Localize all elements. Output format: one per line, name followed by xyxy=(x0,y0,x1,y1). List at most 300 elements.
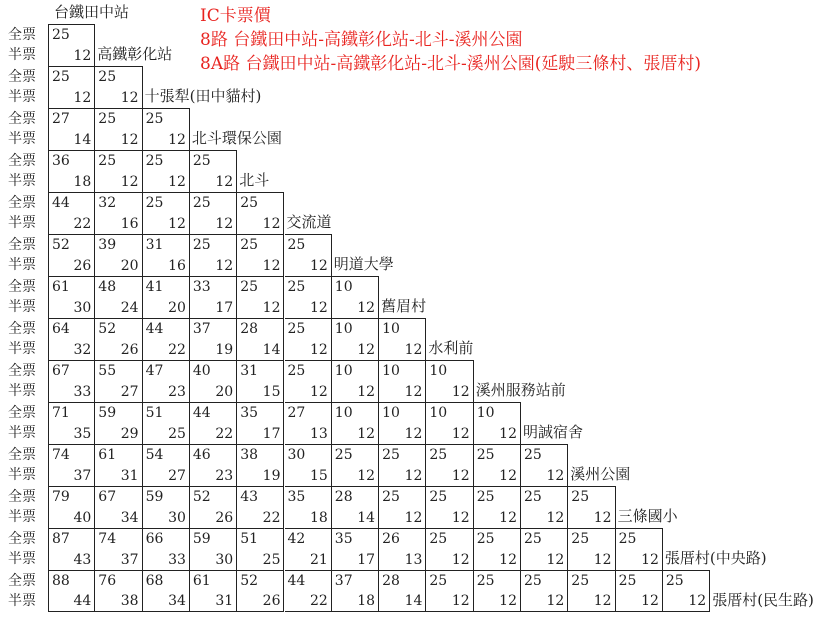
full-fare-value: 25 xyxy=(665,573,684,589)
half-fare-value: 12 xyxy=(593,552,612,568)
half-fare-label: 半票 xyxy=(8,425,36,441)
full-fare-value: 61 xyxy=(52,279,70,295)
fare-cell xyxy=(95,108,142,150)
fare-cell xyxy=(285,360,332,402)
half-fare-value: 13 xyxy=(404,552,423,568)
half-fare-value: 34 xyxy=(120,510,139,526)
half-fare-value: 14 xyxy=(404,593,423,609)
fare-cell xyxy=(237,192,284,234)
full-fare-value: 25 xyxy=(287,237,306,253)
full-fare-value: 39 xyxy=(98,237,117,253)
half-fare-value: 37 xyxy=(73,468,92,484)
half-fare-value: 12 xyxy=(262,258,281,274)
fare-cell xyxy=(285,318,332,360)
half-fare-value: 12 xyxy=(451,552,470,568)
full-fare-label: 全票 xyxy=(8,405,36,421)
full-fare-label: 全票 xyxy=(8,195,36,211)
fare-cell xyxy=(190,486,237,528)
fare-cell xyxy=(190,234,237,276)
fare-cell xyxy=(95,150,142,192)
full-fare-value: 48 xyxy=(98,279,117,295)
fare-cell xyxy=(332,528,379,570)
fare-cell xyxy=(190,528,237,570)
full-fare-value: 10 xyxy=(476,405,495,421)
fare-cell xyxy=(568,486,615,528)
fare-cell xyxy=(474,444,521,486)
fare-cell xyxy=(426,360,473,402)
half-fare-value: 38 xyxy=(120,593,139,609)
fare-cell xyxy=(237,234,284,276)
half-fare-label: 半票 xyxy=(8,299,36,315)
half-fare-value: 12 xyxy=(404,342,423,358)
fare-cell xyxy=(48,528,95,570)
fare-cell xyxy=(190,570,237,612)
half-fare-value: 12 xyxy=(309,258,328,274)
fare-cell xyxy=(426,570,473,612)
full-fare-value: 25 xyxy=(524,573,542,589)
full-fare-value: 25 xyxy=(524,531,542,547)
half-fare-value: 12 xyxy=(262,300,281,316)
station-label: 三條國小 xyxy=(617,507,678,525)
full-fare-value: 25 xyxy=(571,573,590,589)
fare-cell xyxy=(190,360,237,402)
fare-cell xyxy=(474,402,521,444)
full-fare-value: 35 xyxy=(334,531,353,547)
half-fare-value: 20 xyxy=(120,258,139,274)
half-fare-value: 12 xyxy=(451,384,470,400)
fare-cell xyxy=(285,402,332,444)
half-fare-value: 24 xyxy=(120,300,139,316)
half-fare-value: 37 xyxy=(120,552,139,568)
full-fare-value: 68 xyxy=(145,573,164,589)
half-fare-value: 12 xyxy=(168,174,186,190)
fare-cell xyxy=(143,150,190,192)
full-fare-value: 31 xyxy=(145,237,164,253)
half-fare-label: 半票 xyxy=(8,593,36,609)
half-fare-value: 12 xyxy=(641,552,659,568)
station-label: 溪州公園 xyxy=(570,465,631,483)
fare-cell xyxy=(379,486,426,528)
half-fare-value: 27 xyxy=(120,384,139,400)
full-fare-value: 88 xyxy=(52,573,70,589)
fare-cell xyxy=(285,234,332,276)
full-fare-value: 37 xyxy=(334,573,353,589)
half-fare-label: 半票 xyxy=(8,509,36,525)
full-fare-value: 25 xyxy=(382,489,400,505)
full-fare-value: 76 xyxy=(98,573,117,589)
station-label: 北斗 xyxy=(239,171,270,189)
station-label: 舊眉村 xyxy=(381,297,427,315)
full-fare-value: 52 xyxy=(240,573,259,589)
fare-cell xyxy=(379,402,426,444)
half-fare-value: 12 xyxy=(73,90,92,106)
fare-cell xyxy=(190,276,237,318)
full-fare-value: 25 xyxy=(476,489,495,505)
half-fare-value: 16 xyxy=(168,258,186,274)
fare-cell xyxy=(48,234,95,276)
half-fare-value: 15 xyxy=(309,468,328,484)
half-fare-value: 12 xyxy=(309,342,328,358)
half-fare-value: 19 xyxy=(262,468,281,484)
station-label: 交流道 xyxy=(286,213,332,231)
fare-cell xyxy=(143,234,190,276)
half-fare-value: 25 xyxy=(168,426,186,442)
station-label: 明誠宿舍 xyxy=(523,423,584,441)
title-route-8: 8路 台鐵田中站-高鐵彰化站-北斗-溪州公園 xyxy=(200,30,523,50)
full-fare-label: 全票 xyxy=(8,153,36,169)
fare-cell xyxy=(143,570,190,612)
half-fare-value: 26 xyxy=(215,510,234,526)
full-fare-value: 25 xyxy=(618,531,637,547)
fare-cell xyxy=(190,318,237,360)
fare-cell xyxy=(568,528,615,570)
full-fare-value: 25 xyxy=(98,153,117,169)
half-fare-value: 12 xyxy=(499,510,517,526)
fare-cell xyxy=(474,570,521,612)
half-fare-value: 32 xyxy=(73,342,92,358)
full-fare-value: 25 xyxy=(429,531,448,547)
full-fare-value: 71 xyxy=(52,405,70,421)
half-fare-label: 半票 xyxy=(8,215,36,231)
fare-cell xyxy=(237,444,284,486)
half-fare-value: 12 xyxy=(451,468,470,484)
full-fare-value: 25 xyxy=(429,489,448,505)
half-fare-label: 半票 xyxy=(8,383,36,399)
full-fare-value: 47 xyxy=(145,363,164,379)
full-fare-value: 25 xyxy=(240,195,259,211)
station-label: 明道大學 xyxy=(333,255,394,273)
full-fare-value: 25 xyxy=(192,153,211,169)
half-fare-value: 43 xyxy=(73,552,92,568)
full-fare-value: 25 xyxy=(192,195,211,211)
half-fare-value: 12 xyxy=(73,48,92,64)
full-fare-value: 35 xyxy=(240,405,259,421)
fare-cell xyxy=(143,402,190,444)
half-fare-label: 半票 xyxy=(8,551,36,567)
full-fare-value: 67 xyxy=(98,489,117,505)
half-fare-value: 22 xyxy=(168,342,186,358)
half-fare-value: 25 xyxy=(262,552,281,568)
title-ic-fare: IC卡票價 xyxy=(200,6,271,26)
fare-cell xyxy=(237,276,284,318)
station-label: 溪州服務站前 xyxy=(475,381,566,399)
fare-cell xyxy=(48,486,95,528)
full-fare-value: 25 xyxy=(145,195,164,211)
fare-cell xyxy=(237,402,284,444)
fare-cell xyxy=(568,570,615,612)
half-fare-value: 12 xyxy=(404,384,423,400)
fare-cell xyxy=(379,528,426,570)
half-fare-value: 13 xyxy=(309,426,328,442)
fare-cell xyxy=(95,192,142,234)
full-fare-value: 42 xyxy=(287,531,306,547)
fare-cell xyxy=(332,402,379,444)
fare-cell xyxy=(143,108,190,150)
full-fare-value: 25 xyxy=(476,573,495,589)
full-fare-value: 25 xyxy=(145,111,164,127)
full-fare-value: 28 xyxy=(240,321,259,337)
fare-cell xyxy=(379,318,426,360)
fare-cell xyxy=(426,528,473,570)
full-fare-value: 52 xyxy=(98,321,117,337)
full-fare-value: 87 xyxy=(52,531,70,547)
fare-cell xyxy=(616,528,663,570)
half-fare-value: 12 xyxy=(215,174,234,190)
full-fare-value: 41 xyxy=(145,279,164,295)
full-fare-value: 10 xyxy=(334,321,353,337)
full-fare-value: 55 xyxy=(98,363,117,379)
fare-cell xyxy=(285,276,332,318)
fare-cell xyxy=(474,528,521,570)
fare-cell xyxy=(190,150,237,192)
full-fare-value: 52 xyxy=(192,489,211,505)
half-fare-value: 12 xyxy=(168,216,186,232)
half-fare-value: 18 xyxy=(73,174,92,190)
station-label: 張厝村(民生路) xyxy=(712,591,814,609)
full-fare-label: 全票 xyxy=(8,489,36,505)
fare-cell xyxy=(285,570,332,612)
fare-cell xyxy=(48,402,95,444)
fare-cell xyxy=(143,444,190,486)
half-fare-value: 12 xyxy=(499,468,517,484)
full-fare-value: 25 xyxy=(571,531,590,547)
fare-cell xyxy=(237,486,284,528)
full-fare-value: 43 xyxy=(240,489,259,505)
fare-cell xyxy=(95,276,142,318)
half-fare-value: 30 xyxy=(168,510,186,526)
fare-cell xyxy=(48,318,95,360)
half-fare-value: 33 xyxy=(168,552,186,568)
full-fare-value: 31 xyxy=(240,363,259,379)
half-fare-value: 22 xyxy=(309,593,328,609)
fare-cell xyxy=(521,570,568,612)
fare-cell xyxy=(48,150,95,192)
half-fare-value: 16 xyxy=(120,216,139,232)
fare-cell xyxy=(48,108,95,150)
half-fare-label: 半票 xyxy=(8,467,36,483)
full-fare-value: 28 xyxy=(334,489,353,505)
full-fare-value: 61 xyxy=(98,447,117,463)
half-fare-value: 18 xyxy=(309,510,328,526)
full-fare-value: 10 xyxy=(382,321,400,337)
half-fare-value: 12 xyxy=(451,426,470,442)
full-fare-label: 全票 xyxy=(8,447,36,463)
half-fare-value: 12 xyxy=(499,552,517,568)
fare-cell xyxy=(95,570,142,612)
half-fare-value: 14 xyxy=(262,342,281,358)
fare-cell xyxy=(616,570,663,612)
full-fare-value: 40 xyxy=(192,363,211,379)
full-fare-value: 25 xyxy=(240,237,259,253)
full-fare-value: 25 xyxy=(429,573,448,589)
half-fare-value: 33 xyxy=(73,384,92,400)
full-fare-value: 54 xyxy=(145,447,164,463)
fare-cell xyxy=(143,276,190,318)
half-fare-value: 12 xyxy=(215,216,234,232)
full-fare-value: 26 xyxy=(382,531,400,547)
origin-station-label: 台鐵田中站 xyxy=(54,3,130,21)
fare-cell xyxy=(237,570,284,612)
half-fare-value: 12 xyxy=(688,593,707,609)
half-fare-label: 半票 xyxy=(8,89,36,105)
half-fare-value: 12 xyxy=(593,593,612,609)
half-fare-value: 31 xyxy=(215,593,234,609)
fare-cell xyxy=(143,486,190,528)
half-fare-value: 12 xyxy=(641,593,659,609)
full-fare-value: 25 xyxy=(476,531,495,547)
full-fare-value: 25 xyxy=(334,447,353,463)
full-fare-value: 10 xyxy=(382,405,400,421)
full-fare-label: 全票 xyxy=(8,363,36,379)
half-fare-value: 12 xyxy=(404,468,423,484)
full-fare-value: 59 xyxy=(145,489,164,505)
full-fare-value: 25 xyxy=(524,447,542,463)
fare-cell xyxy=(332,318,379,360)
fare-cell xyxy=(285,528,332,570)
half-fare-value: 12 xyxy=(546,510,565,526)
half-fare-value: 20 xyxy=(168,300,186,316)
fare-cell xyxy=(190,444,237,486)
full-fare-value: 44 xyxy=(52,195,70,211)
fare-cell xyxy=(237,318,284,360)
full-fare-value: 67 xyxy=(52,363,70,379)
fare-cell xyxy=(332,570,379,612)
half-fare-value: 12 xyxy=(215,258,234,274)
fare-cell xyxy=(521,486,568,528)
full-fare-value: 35 xyxy=(287,489,306,505)
fare-cell xyxy=(95,444,142,486)
fare-cell xyxy=(95,234,142,276)
half-fare-value: 18 xyxy=(357,593,376,609)
fare-cell xyxy=(190,192,237,234)
half-fare-value: 12 xyxy=(309,384,328,400)
station-label: 北斗環保公園 xyxy=(191,129,282,147)
half-fare-value: 12 xyxy=(120,90,139,106)
half-fare-value: 15 xyxy=(262,384,281,400)
full-fare-value: 25 xyxy=(382,447,400,463)
half-fare-value: 12 xyxy=(309,300,328,316)
full-fare-value: 44 xyxy=(287,573,306,589)
half-fare-value: 12 xyxy=(499,426,517,442)
fare-cell xyxy=(379,444,426,486)
full-fare-value: 74 xyxy=(52,447,70,463)
full-fare-label: 全票 xyxy=(8,573,36,589)
full-fare-value: 10 xyxy=(382,363,400,379)
half-fare-value: 12 xyxy=(357,342,376,358)
full-fare-label: 全票 xyxy=(8,69,36,85)
half-fare-value: 40 xyxy=(73,510,92,526)
fare-cell xyxy=(379,570,426,612)
title-route-8a: 8A路 台鐵田中站-高鐵彰化站-北斗-溪州公園(延駛三條村、張厝村) xyxy=(200,54,701,74)
half-fare-value: 17 xyxy=(215,300,234,316)
full-fare-label: 全票 xyxy=(8,321,36,337)
half-fare-value: 12 xyxy=(404,510,423,526)
half-fare-value: 31 xyxy=(120,468,139,484)
half-fare-value: 22 xyxy=(73,216,92,232)
full-fare-value: 25 xyxy=(98,69,117,85)
half-fare-value: 26 xyxy=(262,593,281,609)
fare-cell xyxy=(332,360,379,402)
half-fare-value: 12 xyxy=(120,132,139,148)
fare-cell xyxy=(426,486,473,528)
fare-cell xyxy=(143,360,190,402)
half-fare-value: 27 xyxy=(168,468,186,484)
fare-cell xyxy=(332,486,379,528)
fare-cell xyxy=(237,528,284,570)
fare-cell xyxy=(143,192,190,234)
full-fare-value: 37 xyxy=(192,321,211,337)
fare-cell xyxy=(95,528,142,570)
full-fare-value: 44 xyxy=(192,405,211,421)
full-fare-value: 32 xyxy=(98,195,117,211)
fare-cell xyxy=(521,528,568,570)
full-fare-value: 25 xyxy=(571,489,590,505)
full-fare-value: 66 xyxy=(145,531,164,547)
half-fare-value: 22 xyxy=(262,510,281,526)
half-fare-value: 12 xyxy=(262,216,281,232)
half-fare-value: 12 xyxy=(546,468,565,484)
half-fare-value: 19 xyxy=(215,342,234,358)
full-fare-label: 全票 xyxy=(8,27,36,43)
fare-cell xyxy=(95,66,142,108)
half-fare-value: 30 xyxy=(215,552,234,568)
half-fare-label: 半票 xyxy=(8,131,36,147)
full-fare-value: 25 xyxy=(52,27,70,43)
half-fare-value: 20 xyxy=(215,384,234,400)
half-fare-value: 12 xyxy=(357,468,376,484)
fare-cell xyxy=(48,444,95,486)
fare-cell xyxy=(237,360,284,402)
half-fare-value: 12 xyxy=(404,426,423,442)
full-fare-value: 46 xyxy=(192,447,211,463)
full-fare-value: 79 xyxy=(52,489,70,505)
fare-cell xyxy=(48,66,95,108)
full-fare-label: 全票 xyxy=(8,531,36,547)
full-fare-label: 全票 xyxy=(8,237,36,253)
fare-cell xyxy=(285,486,332,528)
fare-cell xyxy=(332,444,379,486)
full-fare-value: 27 xyxy=(52,111,70,127)
fare-cell xyxy=(48,24,95,66)
fare-cell xyxy=(379,360,426,402)
fare-cell xyxy=(190,402,237,444)
full-fare-value: 25 xyxy=(240,279,259,295)
full-fare-value: 38 xyxy=(240,447,259,463)
half-fare-value: 34 xyxy=(168,593,186,609)
half-fare-value: 22 xyxy=(215,426,234,442)
fare-cell xyxy=(663,570,710,612)
half-fare-value: 12 xyxy=(357,426,376,442)
fare-cell xyxy=(95,318,142,360)
half-fare-value: 12 xyxy=(357,384,376,400)
fare-cell xyxy=(143,318,190,360)
half-fare-value: 26 xyxy=(73,258,92,274)
full-fare-value: 10 xyxy=(334,405,353,421)
fare-cell xyxy=(48,276,95,318)
half-fare-value: 14 xyxy=(73,132,92,148)
half-fare-value: 12 xyxy=(357,300,376,316)
full-fare-value: 59 xyxy=(192,531,211,547)
half-fare-value: 30 xyxy=(73,300,92,316)
half-fare-value: 26 xyxy=(120,342,139,358)
fare-cell xyxy=(426,444,473,486)
fare-cell xyxy=(332,276,379,318)
half-fare-label: 半票 xyxy=(8,341,36,357)
half-fare-label: 半票 xyxy=(8,47,36,63)
half-fare-value: 12 xyxy=(546,552,565,568)
half-fare-value: 12 xyxy=(546,593,565,609)
half-fare-value: 44 xyxy=(73,593,92,609)
